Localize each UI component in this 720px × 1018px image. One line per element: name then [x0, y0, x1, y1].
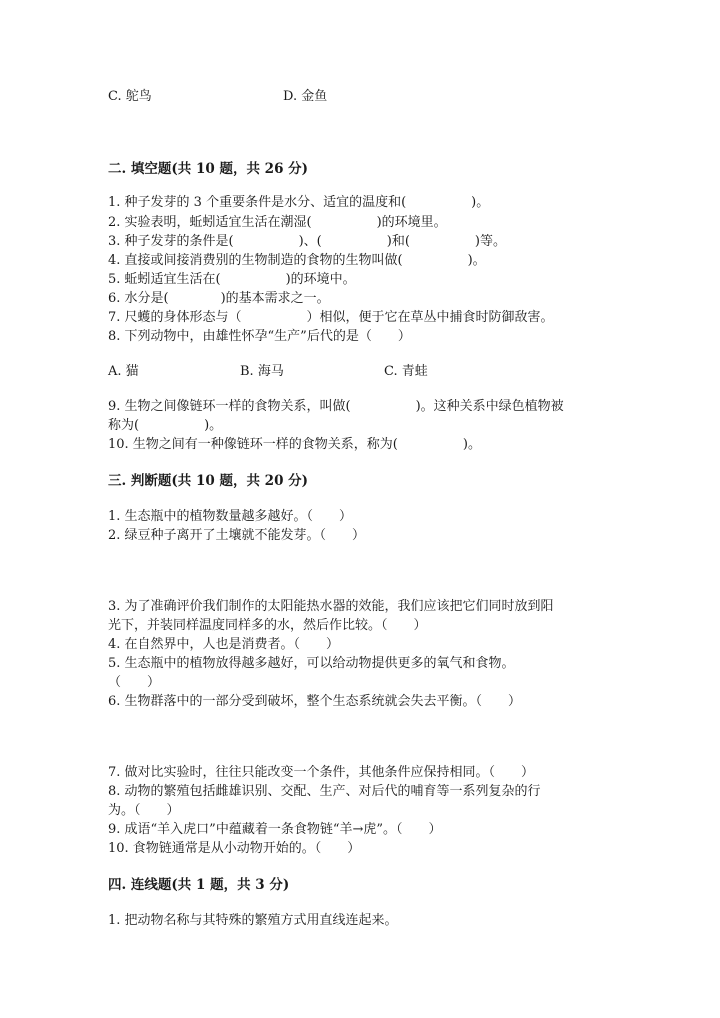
- fill-q8-option-a: A. 猫: [108, 364, 139, 379]
- fill-q8-option-b: B. 海马: [240, 364, 284, 379]
- judge-question-10: 10. 食物链通常是从小动物开始的。（ ）: [108, 841, 361, 856]
- fill-question-10: 10. 生物之间有一种像链环一样的食物关系，称为( )。: [108, 437, 481, 452]
- section-heading-fill-blank: 二. 填空题(共 10 题，共 26 分): [108, 161, 309, 177]
- fill-question-3: 3. 种子发芽的条件是( )、( )和( )等。: [108, 234, 506, 249]
- judge-question-3-line-1: 3. 为了准确评价我们制作的太阳能热水器的效能，我们应该把它们同时放到阳: [108, 599, 554, 614]
- judge-question-6: 6. 生物群落中的一部分受到破坏，整个生态系统就会失去平衡。（ ）: [108, 694, 522, 709]
- fill-question-9-line-1: 9. 生物之间像链环一样的食物关系，叫做( )。这种关系中绿色植物被: [108, 399, 564, 414]
- judge-question-4: 4. 在自然界中，人也是消费者。（ ）: [108, 637, 340, 652]
- judge-question-5-line-1: 5. 生态瓶中的植物放得越多越好，可以给动物提供更多的氧气和食物。: [108, 656, 515, 671]
- judge-question-5-line-2: （ ）: [108, 675, 161, 690]
- judge-question-3-line-2: 光下，并装同样温度同样多的水，然后作比较。（ ）: [108, 618, 427, 633]
- fill-question-5: 5. 蚯蚓适宜生活在( )的环境中。: [108, 272, 356, 287]
- judge-question-1: 1. 生态瓶中的植物数量越多越好。（ ）: [108, 509, 353, 524]
- section-heading-matching: 四. 连线题(共 1 题，共 3 分): [108, 877, 290, 893]
- option-d: D. 金鱼: [283, 89, 328, 104]
- judge-question-9: 9. 成语“羊入虎口”中蕴藏着一条食物链“羊→虎”。（ ）: [108, 822, 442, 837]
- judge-question-7: 7. 做对比实验时，往往只能改变一个条件，其他条件应保持相同。（ ）: [108, 765, 535, 780]
- judge-question-2: 2. 绿豆种子离开了土壤就不能发芽。（ ）: [108, 528, 366, 543]
- fill-question-2: 2. 实验表明，蚯蚓适宜生活在潮湿( )的环境里。: [108, 215, 447, 230]
- fill-question-9-line-2: 称为( )。: [108, 418, 223, 433]
- fill-question-8: 8. 下列动物中，由雄性怀孕“生产”后代的是（ ）: [108, 329, 411, 344]
- option-c: C. 鸵鸟: [108, 89, 152, 104]
- fill-question-7: 7. 尺蠖的身体形态与（ ）相似，便于它在草丛中捕食时防御敌害。: [108, 310, 554, 325]
- fill-question-6: 6. 水分是( )的基本需求之一。: [108, 291, 330, 306]
- fill-question-4: 4. 直接或间接消费别的生物制造的食物的生物叫做( )。: [108, 253, 486, 268]
- matching-question-1: 1. 把动物名称与其特殊的繁殖方式用直线连起来。: [108, 913, 398, 928]
- fill-q8-option-c: C. 青蛙: [384, 364, 428, 379]
- judge-question-8-line-2: 为。（ ）: [108, 803, 180, 818]
- section-heading-true-false: 三. 判断题(共 10 题，共 20 分): [108, 473, 309, 489]
- fill-question-1: 1. 种子发芽的 3 个重要条件是水分、适宜的温度和( )。: [108, 195, 490, 210]
- judge-question-8-line-1: 8. 动物的繁殖包括雌雄识别、交配、生产、对后代的哺育等一系列复杂的行: [108, 784, 541, 799]
